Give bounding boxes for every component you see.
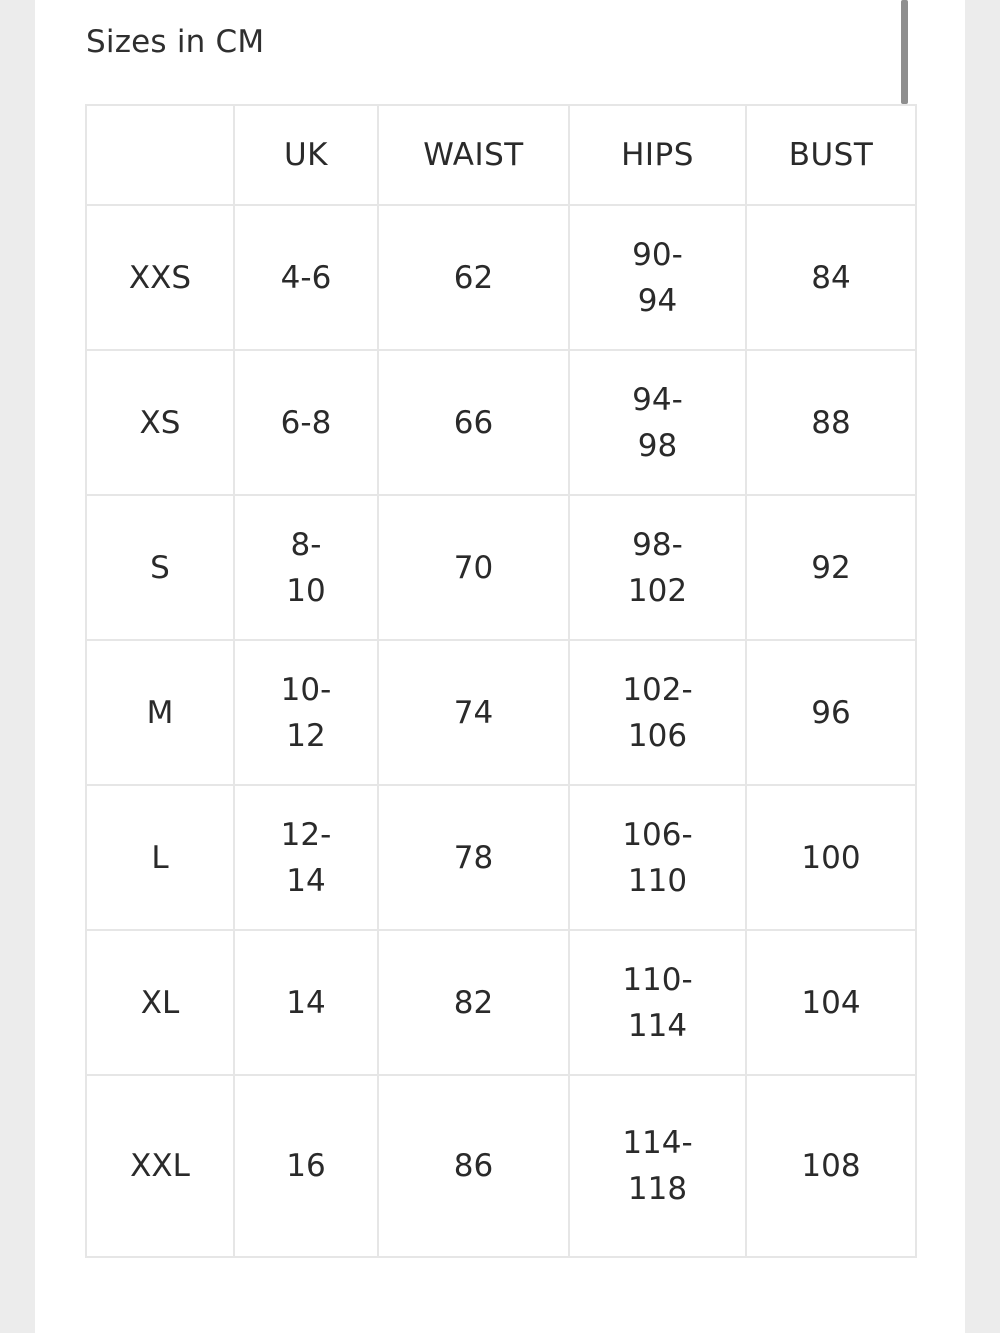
waist-cell: 78 [378,785,569,930]
size-table [85,104,917,1258]
uk-value: 6-8 [280,404,332,441]
header-cell-size [86,105,234,205]
waist-cell: 66 [378,350,569,495]
hips-cell [569,785,746,930]
waist-cell: 70 [378,495,569,640]
table-row [86,785,916,930]
bust-cell: 88 [746,350,916,495]
hips-value: 114-118 [622,1125,693,1207]
hips-cell [569,640,746,785]
size-cell: XS [86,350,234,495]
uk-cell [234,205,378,350]
bust-cell: 100 [746,785,916,930]
table-header-row [86,105,916,205]
table-row [86,205,916,350]
size-cell: XXL [86,1075,234,1257]
uk-value: 14 [286,984,326,1021]
header-cell-hips: HIPS [569,105,746,205]
waist-cell: 86 [378,1075,569,1257]
hips-cell [569,495,746,640]
page-title: Sizes in CM [86,24,265,60]
uk-cell [234,350,378,495]
uk-value: 8-10 [286,526,326,609]
size-cell: XL [86,930,234,1075]
uk-cell [234,785,378,930]
uk-value: 4-6 [280,259,332,296]
size-cell: XXS [86,205,234,350]
bust-cell: 104 [746,930,916,1075]
waist-cell: 82 [378,930,569,1075]
waist-cell: 62 [378,205,569,350]
uk-value: 10-12 [280,671,332,754]
size-cell: M [86,640,234,785]
hips-cell [569,205,746,350]
hips-value: 106-110 [622,816,693,899]
hips-value: 94-98 [632,381,683,464]
hips-value: 98-102 [627,526,688,609]
bust-cell: 96 [746,640,916,785]
uk-value: 12-14 [280,816,332,899]
uk-cell [234,930,378,1075]
hips-cell [569,930,746,1075]
waist-cell: 74 [378,640,569,785]
header-cell-uk: UK [234,105,378,205]
hips-cell [569,350,746,495]
hips-value: 110-114 [622,961,693,1044]
table-row [86,495,916,640]
size-cell: L [86,785,234,930]
scrollbar[interactable] [901,0,908,104]
table-row [86,930,916,1075]
table-row [86,1075,916,1257]
table-row [86,350,916,495]
bust-cell: 108 [746,1075,916,1257]
hips-value: 102-106 [622,671,693,754]
hips-cell [569,1075,746,1257]
uk-cell [234,1075,378,1257]
hips-value: 90-94 [632,236,683,319]
uk-cell [234,495,378,640]
table-row [86,640,916,785]
header-cell-waist: WAIST [378,105,569,205]
uk-value: 16 [286,1148,326,1184]
header-cell-bust: BUST [746,105,916,205]
bust-cell: 92 [746,495,916,640]
bust-cell: 84 [746,205,916,350]
uk-cell [234,640,378,785]
size-cell: S [86,495,234,640]
